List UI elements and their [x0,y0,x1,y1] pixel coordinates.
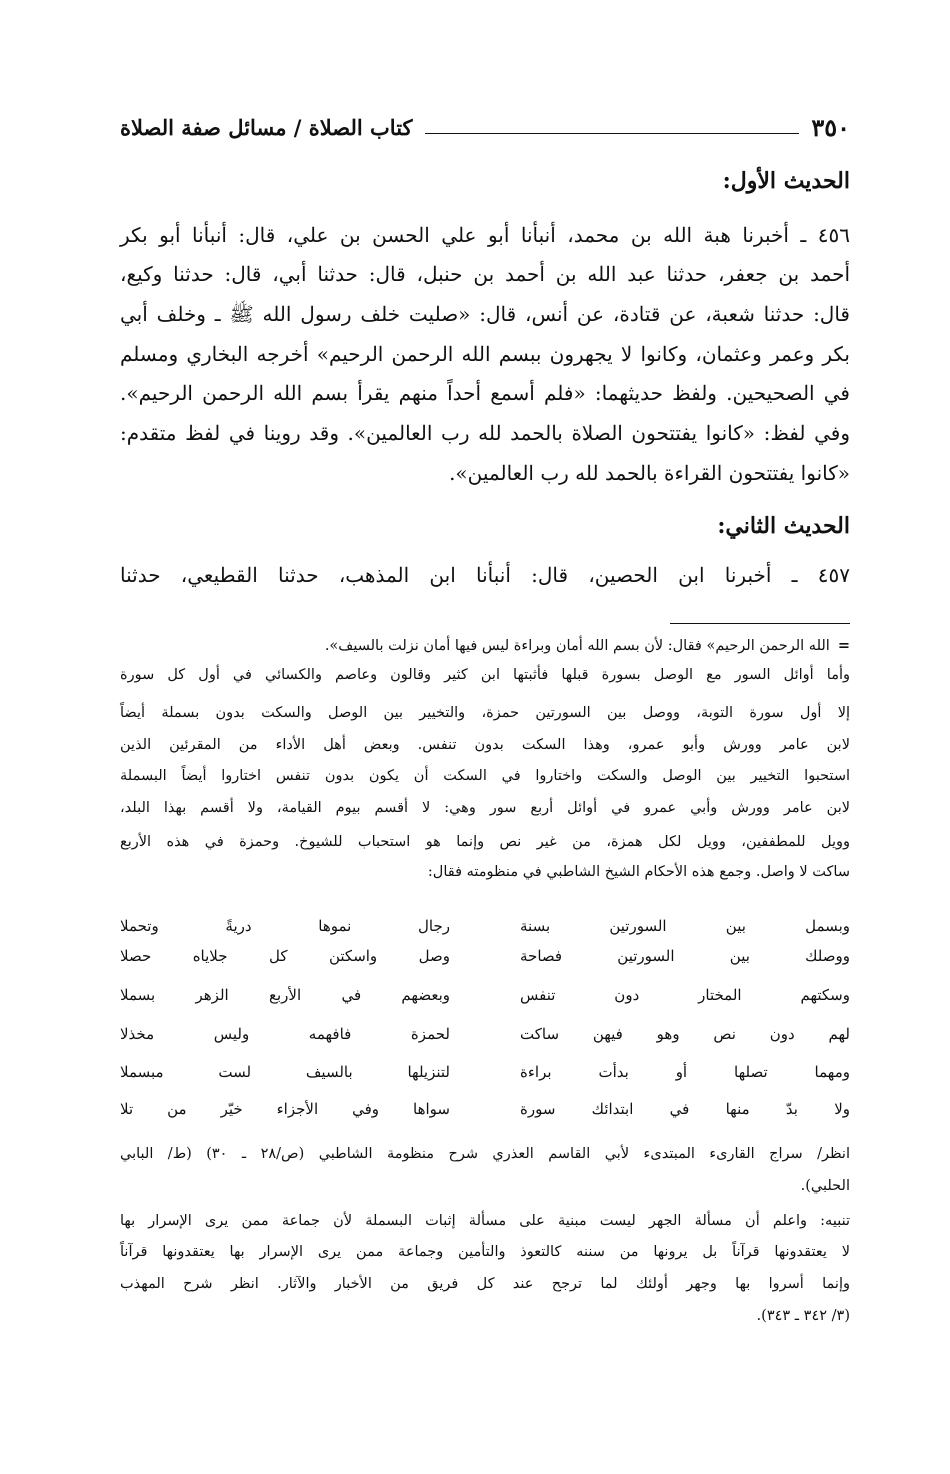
page-header [120,110,850,144]
footnote-line [120,637,850,654]
poem-second-hemistich: لتنزيلها بالسيف لست مبسملا [120,1063,450,1081]
footnote-line: لا يعتقدونها قرآناً بل يرونها من سننه كالتعوذ والتأمين وجماعة ممن يرى الإسرار بها يعتقدونها قرآناً [120,1244,850,1260]
page-number: ٣٥٠ [811,112,850,142]
hadith-1-line: في الصحيحين. ولفظ حديثهما: «فلم أسمع أحداً منهم يقرأ بسم الله الرحمن الرحيم». [120,381,850,405]
hadith-1-line: بكر وعمر وعثمان، وكانوا لا يجهرون ببسم الله الرحمن الرحيم» أخرجه البخاري ومسلم [120,342,850,366]
footnote-line: انظر/ سراج القارىء المبتدىء لأبي القاسم العذري شرح منظومة الشاطبي (ص/٢٨ ـ ٣٠) (ط/ البابي [120,1146,850,1162]
footnote-continuation-mark: = [837,637,850,654]
footnote-line: وإنما أسروا بها وجهر أولئك لما ترجح عند كل فريق من الأخبار والآثار. انظر شرح المهذب [120,1276,850,1292]
hadith-2-heading: الحديث الثاني: [717,513,850,539]
hadith-1-heading: الحديث الأول: [722,168,850,194]
hadith-2-line: ٤٥٧ ـ أخبرنا ابن الحصين، قال: أنبأنا ابن المذهب، حدثنا القطيعي، حدثنا [120,563,850,587]
poem-verse [120,1063,850,1081]
poem-first-hemistich: ومهما تصلها أو بدأت براءة [520,1063,850,1081]
poem-second-hemistich: لحمزة فافهمه وليس مخذلا [120,1025,450,1043]
footnote-line: ساكت لا واصل. وجمع هذه الأحكام الشيخ الشاطبي في منظومته فقال: [427,864,850,880]
footnote-line: لابن عامر وورش وأبو عمرو، وهذا السكت بدون تنفس. وبعض أهل الأداء من المقرئين الذين [120,737,850,753]
poem-second-hemistich: وصل واسكتن كل جلاياه حصلا [120,947,450,965]
hadith-1-line: وفي لفظ: «كانوا يفتتحون الصلاة بالحمد لله رب العالمين». وقد روينا في لفظ متقدم: [120,421,850,445]
footnote-line: الحلبي). [800,1178,850,1194]
footnote-line: وويل للمطففين، وويل لكل همزة، من غير نص وإنما هو استحباب للشيوخ. وحمزة في هذه الأربع [120,834,850,850]
footnote-line-text: الله الرحمن الرحيم» فقال: لأن بسم الله أمان وبراءة ليس فيها أمان نزلت بالسيف». [324,638,830,654]
poem-verse [120,1100,850,1118]
footnote-line: (٣/ ٣٤٢ ـ ٣٤٣). [756,1308,850,1324]
header-rule [425,133,800,134]
poem-first-hemistich: ووصلك بين السورتين فصاحة [520,947,850,965]
footnote-line: لابن عامر وورش وأبي عمرو في أوائل أربع سور وهي: لا أقسم بيوم القيامة، ولا أقسم بهذا البلد، [120,800,850,816]
footnote-line: إلا أول سورة التوبة، ووصل بين السورتين حمزة، والتخيير بين الوصل والسكت بدون بسملة أيضاً [120,705,850,721]
poem-verse [120,947,850,965]
poem-first-hemistich: ولا بدّ منها في ابتدائك سورة [520,1100,850,1118]
poem-verse [120,986,850,1004]
poem-first-hemistich: وسكتهم المختار دون تنفس [520,986,850,1004]
footnote-line: وأما أوائل السور مع الوصل بسورة قبلها فأثبتها ابن كثير وقالون وعاصم والكسائي في أول كل سورة [120,667,850,683]
poem-second-hemistich: سواها وفي الأجزاء خيّر من تلا [120,1100,450,1118]
poem-first-hemistich: لهم دون نص وهو فيهن ساكت [520,1025,850,1043]
poem-verse [120,1025,850,1043]
poem-first-hemistich: وبسمل بين السورتين بسنة [520,917,850,935]
footnote-line: تنبيه: واعلم أن مسألة الجهر ليست مبنية على مسألة إثبات البسملة لأن جماعة ممن يرى الإسرار بها [120,1213,850,1229]
footnote-line: استحبوا التخيير بين الوصل والسكت واختاروا في السكت أن يكون بدون تنفس اختاروا أيضاً البسملة [120,768,850,784]
running-title: كتاب الصلاة / مسائل صفة الصلاة [120,114,413,140]
hadith-1-line: أحمد بن جعفر، حدثنا عبد الله بن أحمد بن حنبل، قال: حدثنا أبي، قال: حدثنا وكيع، [120,262,850,286]
hadith-1-line: ٤٥٦ ـ أخبرنا هبة الله بن محمد، أنبأنا أبو علي الحسن بن علي، قال: أنبأنا أبو بكر [120,223,850,247]
poem-second-hemistich: وبعضهم في الأربع الزهر بسملا [120,986,450,1004]
poem-verse [120,917,850,935]
footnote-separator [670,623,850,624]
hadith-1-line: «كانوا يفتتحون القراءة بالحمد لله رب العالمين». [449,461,850,485]
poem-second-hemistich: رجال نموها دريةً وتحملا [120,917,450,935]
hadith-1-line: قال: حدثنا شعبة، عن قتادة، عن أنس، قال: «صليت خلف رسول الله ﷺ ـ وخلف أبي [120,302,850,326]
